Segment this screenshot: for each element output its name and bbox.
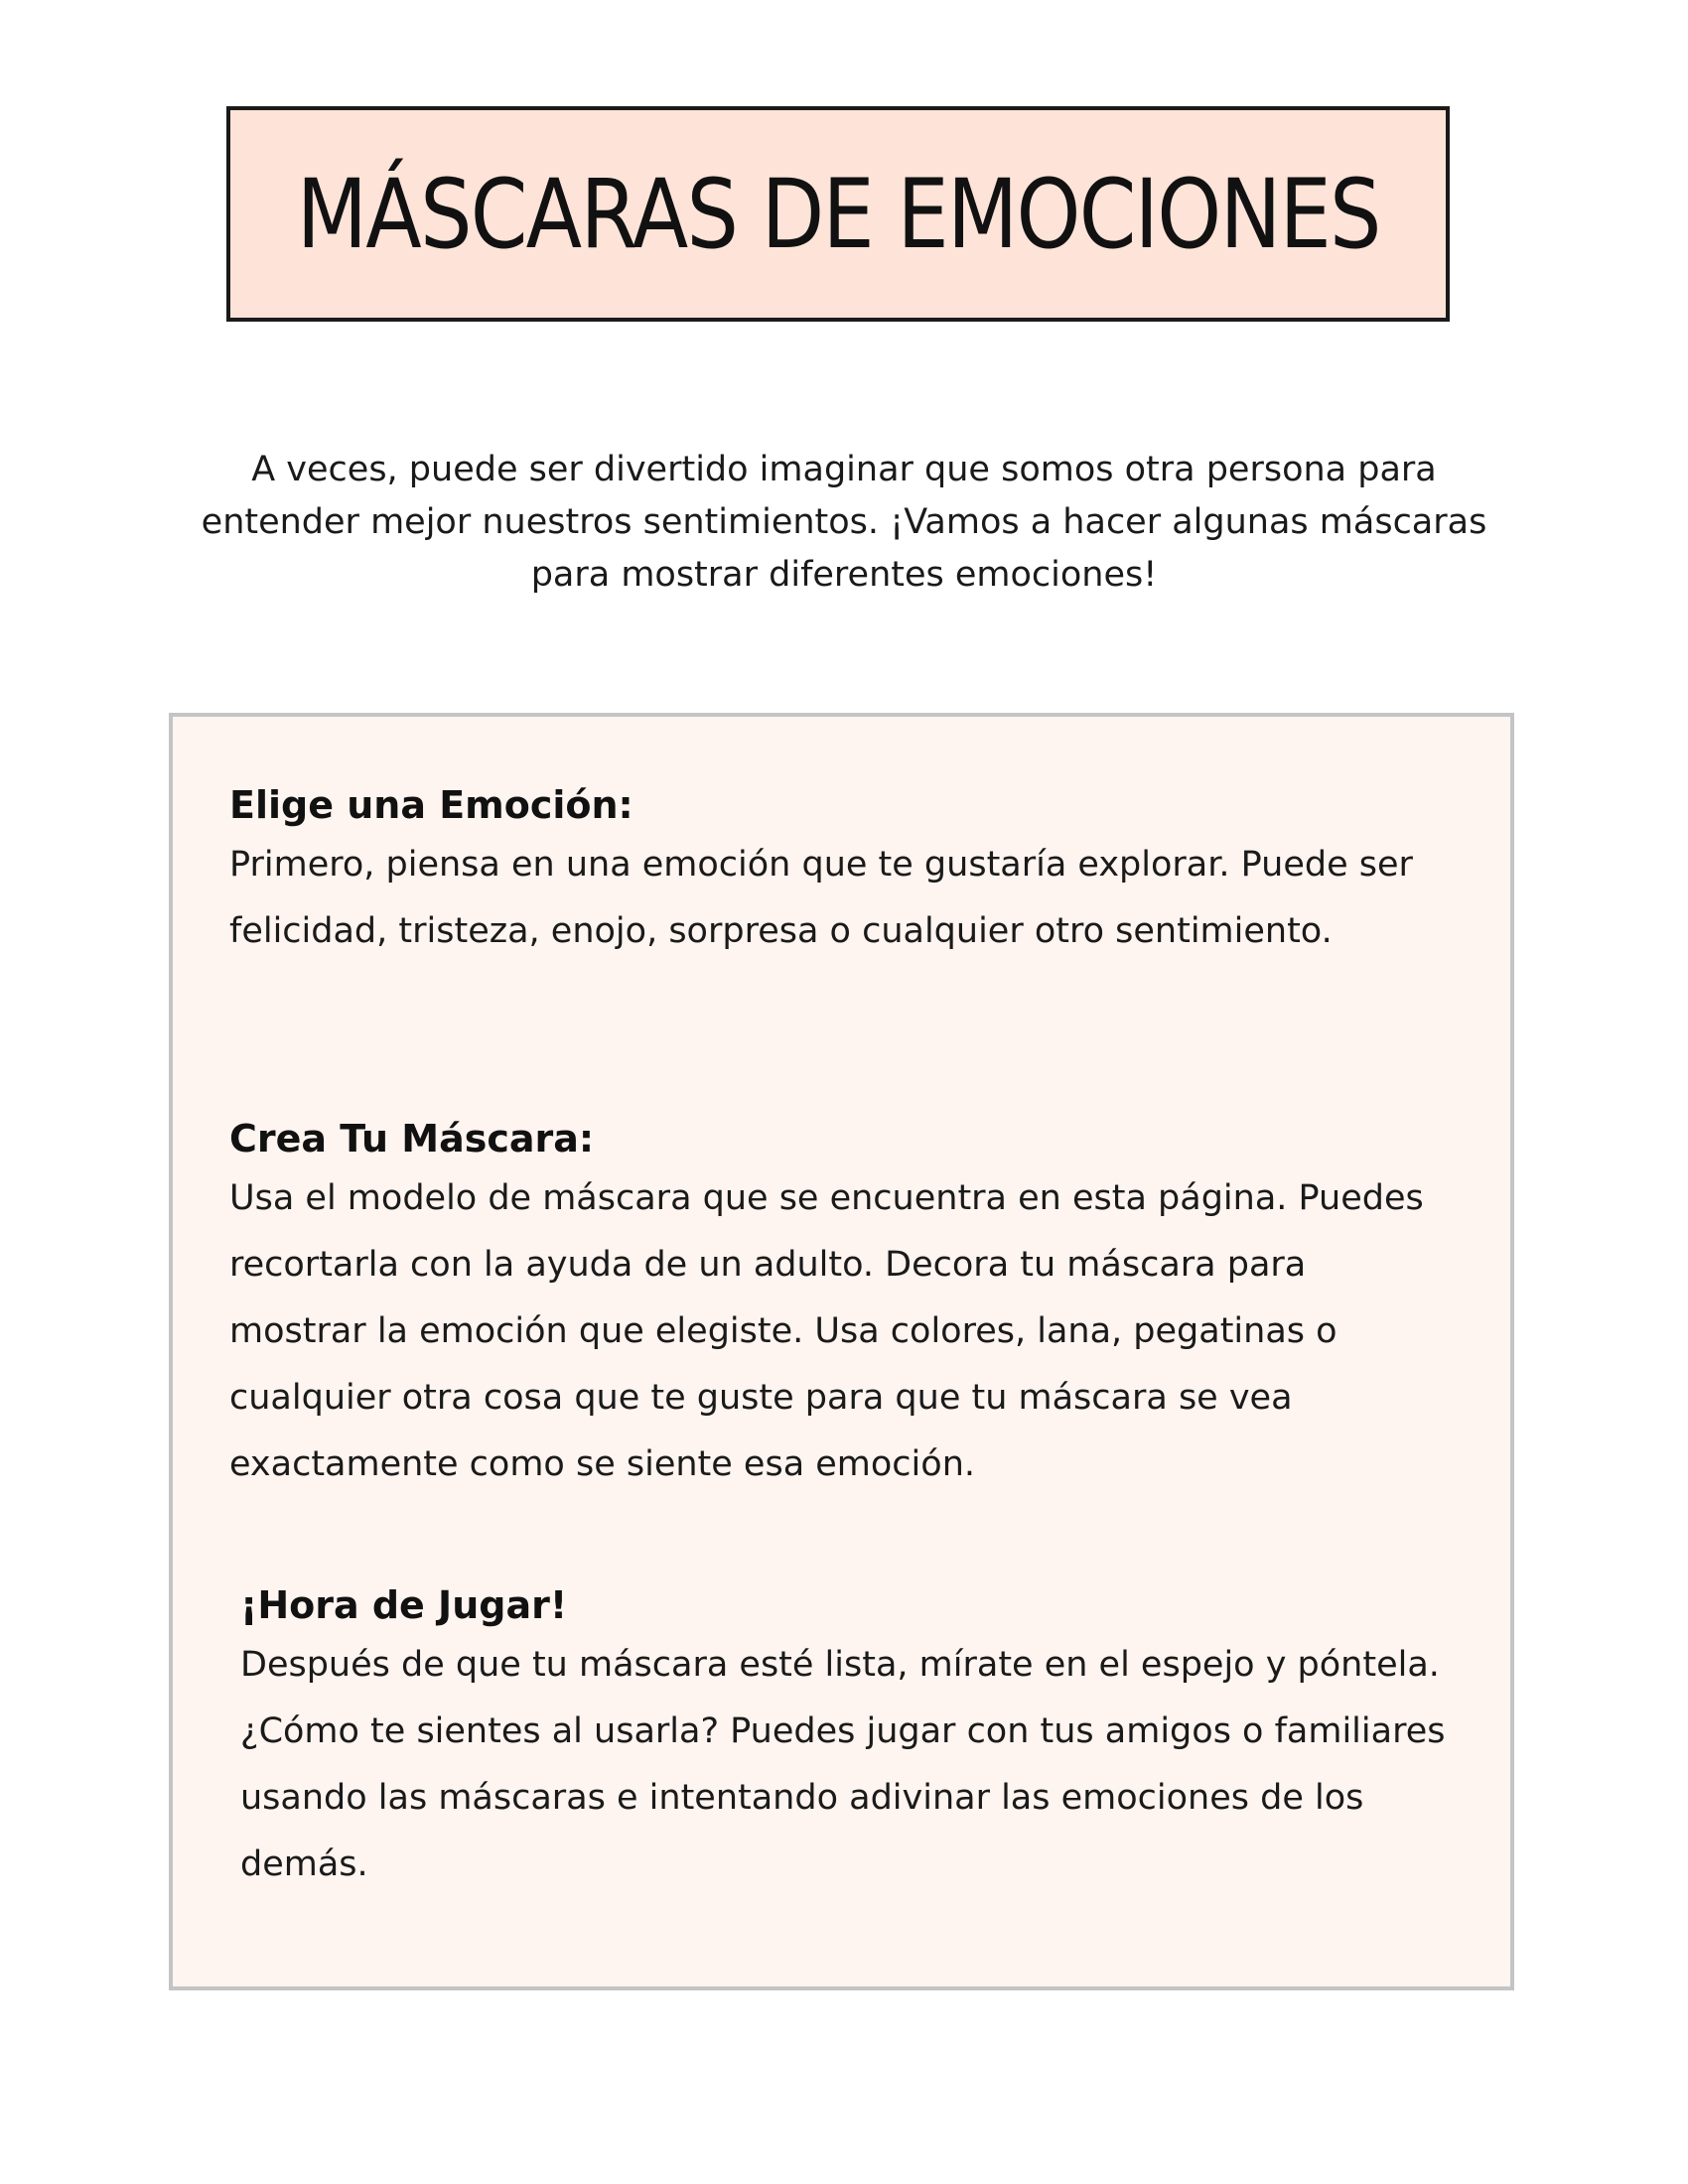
instructions-box [169,713,1514,1990]
section-choose-emotion [229,778,1451,965]
title-box [226,106,1450,322]
section-play-time [240,1578,1462,1898]
page-title: MÁSCARAS DE EMOCIONES [296,158,1380,270]
section-create-mask [229,1112,1451,1498]
section-heading: Elige una Emoción: [229,783,633,827]
section-body: Después de que tu máscara esté lista, mírate en el espejo y póntela. ¿Cómo te sientes al usarla? Puedes jugar con tus amigos o familiares usando las máscaras e intentando adivinar las emociones de los demás. [240,1645,1446,1884]
section-body: Primero, piensa en una emoción que te gustaría explorar. Puede ser felicidad, tristeza, enojo, sorpresa o cualquier otro sentimiento. [229,845,1413,951]
section-heading: ¡Hora de Jugar! [240,1583,568,1627]
section-heading: Crea Tu Máscara: [229,1117,595,1160]
section-body: Usa el modelo de máscara que se encuentra en esta página. Puedes recortarla con la ayuda de un adulto. Decora tu máscara para mostrar la emoción que elegiste. Usa colores, lana, pegatinas o cualquier otra cosa que te guste para que tu máscara se vea exactamente como se siente esa emoción. [229,1178,1424,1484]
intro-paragraph: A veces, puede ser divertido imaginar que somos otra persona para entender mejor nuestros sentimientos. ¡Vamos a hacer algunas máscaras para mostrar diferentes emociones! [201,450,1487,595]
